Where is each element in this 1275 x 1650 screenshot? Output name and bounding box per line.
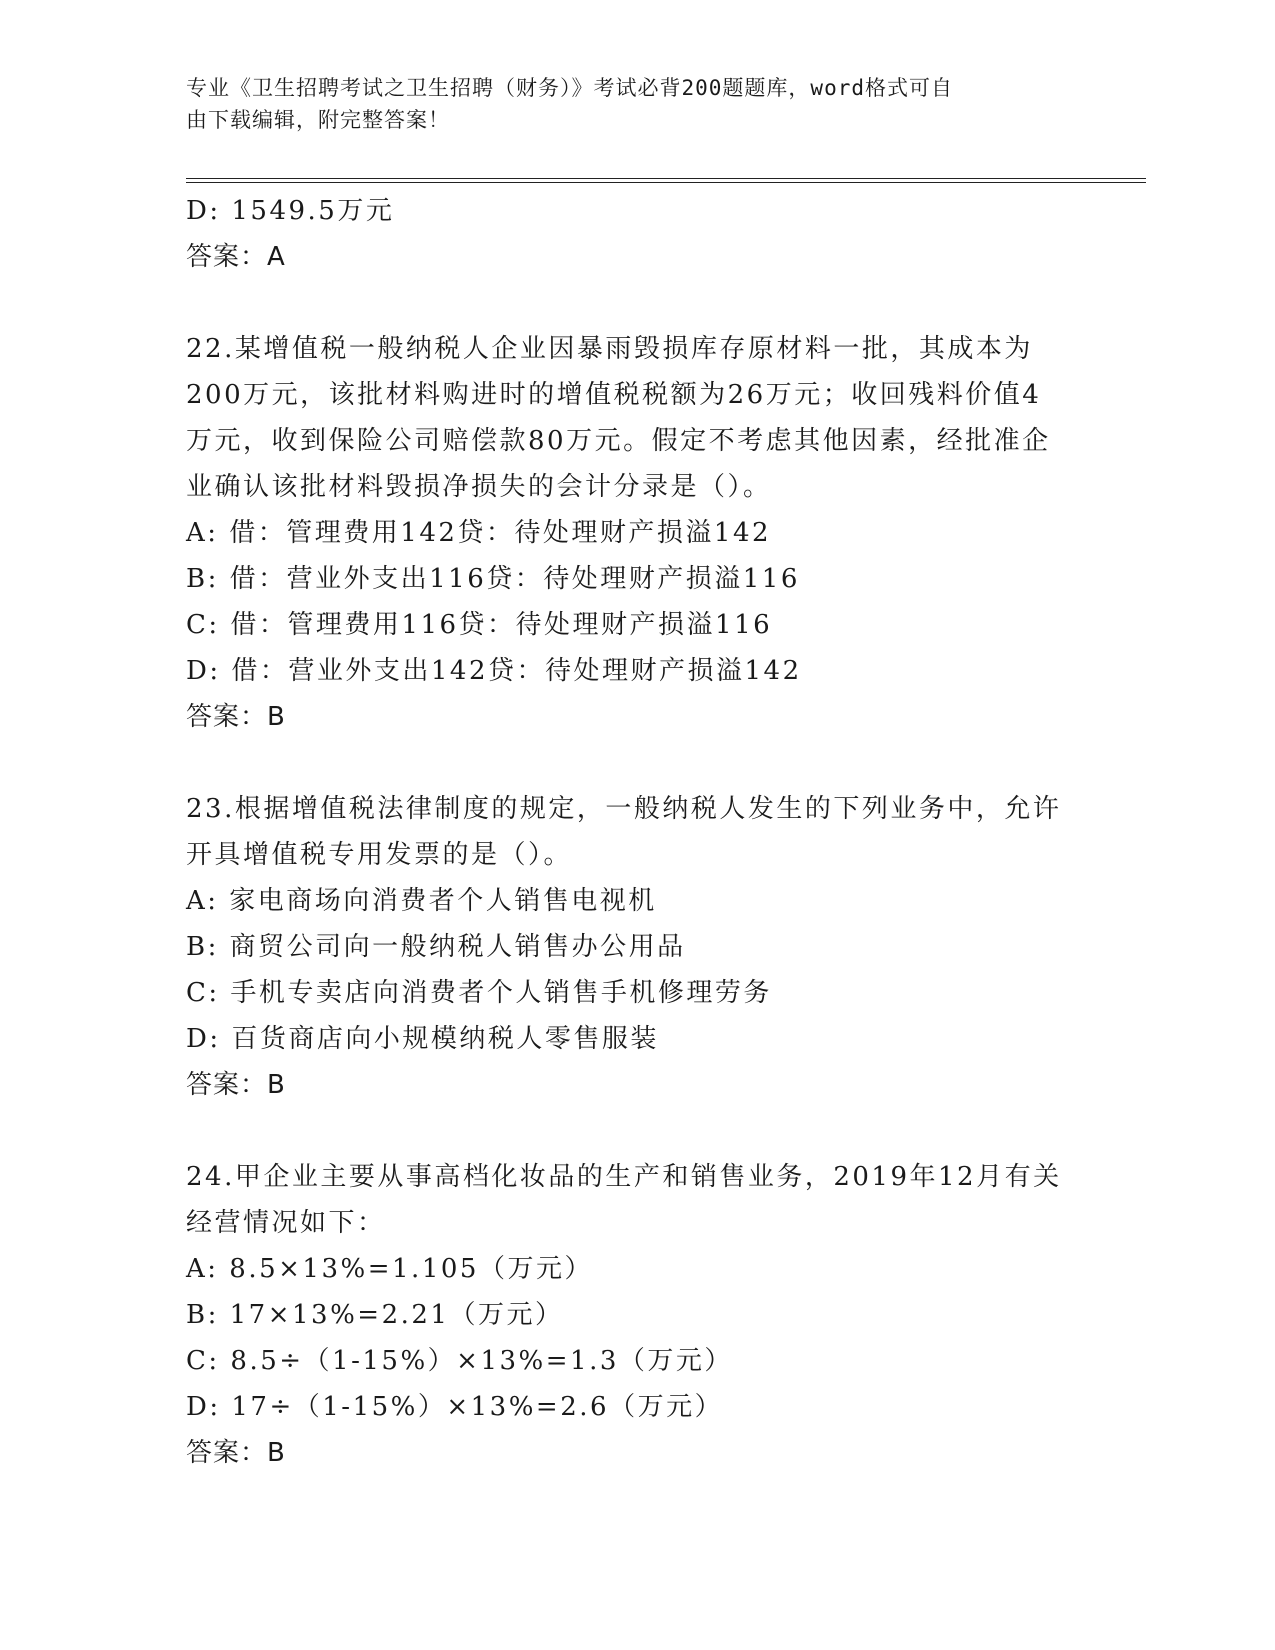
question-23 xyxy=(186,786,1086,1108)
question-22 xyxy=(186,326,1086,740)
document-body xyxy=(186,188,1086,1476)
spacer xyxy=(186,1108,1086,1154)
carryover-answer: 答案：A xyxy=(186,242,286,272)
document-header xyxy=(186,72,1066,136)
option-c: C: 手机专卖店向消费者个人销售手机修理劳务 xyxy=(186,978,772,1008)
option-d: D: 借：营业外支出142贷：待处理财产损溢142 xyxy=(186,656,802,686)
option-c: C: 借：管理费用116贷：待处理财产损溢116 xyxy=(186,610,773,640)
option-d: D: 17÷（1-15%）×13%=2.6（万元） xyxy=(186,1392,724,1422)
header-line-1: 专业《卫生招聘考试之卫生招聘（财务）》考试必背200题题库，word格式可自 xyxy=(186,76,953,100)
answer: 答案：B xyxy=(186,1438,286,1468)
option-b: B: 17×13%=2.21（万元） xyxy=(186,1300,564,1330)
header-line-2: 由下载编辑，附完整答案！ xyxy=(186,108,450,132)
spacer xyxy=(186,740,1086,786)
carryover-option-d: D: 1549.5万元 xyxy=(186,196,395,226)
question-stem-line: 23.根据增值税法律制度的规定，一般纳税人发生的下列业务中，允许 xyxy=(186,794,1062,824)
option-b: B: 商贸公司向一般纳税人销售办公用品 xyxy=(186,932,686,962)
header-divider-top xyxy=(186,178,1146,179)
option-a: A: 8.5×13%=1.105（万元） xyxy=(186,1254,593,1284)
question-stem-line: 经营情况如下： xyxy=(186,1208,386,1238)
option-c: C: 8.5÷（1-15%）×13%=1.3（万元） xyxy=(186,1346,733,1376)
header-divider-bottom xyxy=(186,182,1146,183)
answer: 答案：B xyxy=(186,1070,286,1100)
option-a: A: 借：管理费用142贷：待处理财产损溢142 xyxy=(186,518,772,548)
question-stem-line: 22.某增值税一般纳税人企业因暴雨毁损库存原材料一批，其成本为 xyxy=(186,334,1033,364)
spacer xyxy=(186,280,1086,326)
question-stem-line: 业确认该批材料毁损净损失的会计分录是（）。 xyxy=(186,472,772,502)
option-a: A: 家电商场向消费者个人销售电视机 xyxy=(186,886,657,916)
question-24 xyxy=(186,1154,1086,1476)
option-d: D: 百货商店向小规模纳税人零售服装 xyxy=(186,1024,659,1054)
question-stem-line: 开具增值税专用发票的是（）。 xyxy=(186,840,573,870)
answer: 答案：B xyxy=(186,702,286,732)
question-stem-line: 200万元，该批材料购进时的增值税税额为26万元；收回残料价值4 xyxy=(186,380,1042,410)
option-b: B: 借：营业外支出116贷：待处理财产损溢116 xyxy=(186,564,800,594)
question-stem-line: 24.甲企业主要从事高档化妆品的生产和销售业务，2019年12月有关 xyxy=(186,1162,1062,1192)
question-stem-line: 万元，收到保险公司赔偿款80万元。假定不考虑其他因素，经批准企 xyxy=(186,426,1051,456)
